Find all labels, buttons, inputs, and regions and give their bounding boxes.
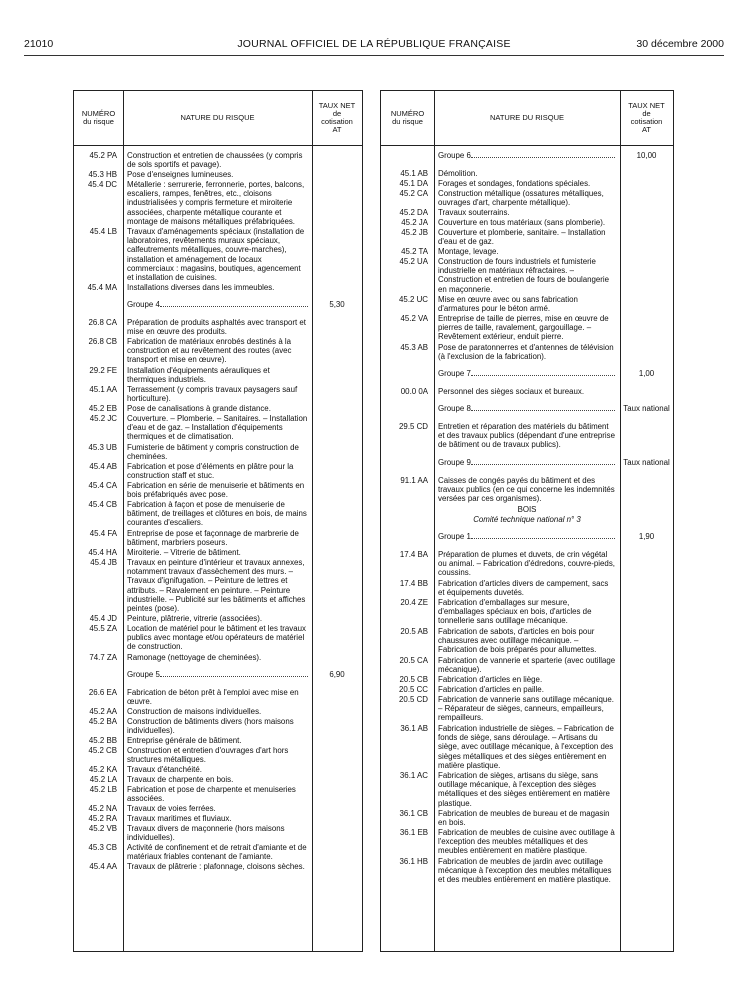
risk-code: 45.2 LB <box>89 785 117 794</box>
risk-description: Installation d'équipements aérauliques et thermiques industriels. <box>127 366 270 385</box>
risk-description: Fabrication de meubles de bureau et de magasin en bois. <box>438 809 610 828</box>
risk-description: Fabrication de sièges, artisans du siège, sans outillage mécanique, à l'exception des sièges métalliques et des sièges entièrement en matière plastique. <box>438 771 610 808</box>
risk-description: Travaux divers de maçonnerie (hors maisons individuelles). <box>127 824 285 843</box>
risk-code: 36.1 AB <box>400 724 428 733</box>
risk-code: 26.8 CB <box>88 337 117 346</box>
risk-description: Activité de confinement et de retrait d'amiante et de matériaux friables contenant de l'amiante. <box>127 843 307 862</box>
cotisation-rate: Taux national <box>623 458 670 467</box>
risk-description: Fabrication de meubles de jardin avec outillage mécanique à l'exception des meubles métalliques et des meubles entièrement en matière plastique. <box>438 857 612 885</box>
risk-description: Fabrication de sabots, d'articles en bois pour chaussures avec outillage mécanique. – Fabrication de bois préparés pour allumettes. <box>438 627 597 655</box>
risk-description: Location de matériel pour le bâtiment et les travaux publics avec montage et/ou opérateurs de matériel de construction. <box>127 624 306 652</box>
risk-code: 45.2 BB <box>88 736 117 745</box>
risk-description: Entretien et réparation des matériels du bâtiment et des travaux publics (dépendant d'une entreprise de bâtiment ou de travaux publics). <box>438 422 615 450</box>
risk-code: 20.5 CA <box>399 656 428 665</box>
risk-code: 20.5 CD <box>399 695 428 704</box>
risk-description: Fumisterie de bâtiment y compris construction de cheminées. <box>127 443 299 462</box>
risk-description: Miroiterie. – Vitrerie de bâtiment. <box>127 548 241 557</box>
leader-dots <box>471 410 616 411</box>
risk-code: 20.5 CB <box>399 675 428 684</box>
risk-description: Mise en œuvre avec ou sans fabrication d'armatures pour le béton armé. <box>438 295 578 314</box>
risk-description: Entreprise générale de bâtiment. <box>127 736 242 745</box>
risk-description: Travaux maritimes et fluviaux. <box>127 814 232 823</box>
risk-description: Fabrication en série de menuiserie et bâtiments en bois préfabriqués avec pose. <box>127 481 305 500</box>
risk-description: Fabrication de béton prêt à l'emploi avec mise en œuvre. <box>127 688 299 707</box>
risk-code: 45.4 HA <box>88 548 117 557</box>
risk-code: 00.0 0A <box>400 387 428 396</box>
risk-code: 45.2 CA <box>399 189 428 198</box>
leader-dots <box>471 464 616 465</box>
cotisation-rate: Taux national <box>623 404 670 413</box>
col-header-nature: NATURE DU RISQUE <box>180 113 255 122</box>
leader-dots <box>160 676 308 677</box>
col-header-code: NUMÉRO du risque <box>81 109 116 126</box>
risk-description: Pose d'enseignes lumineuses. <box>127 170 234 179</box>
risk-description: Travaux en peinture d'intérieur et travaux annexes, notamment travaux d'assèchement des murs. – Travaux d'ignifugation. – Peinture de lettres et attributs. – Ravalement en peinture. – Peinture industrielle. – Publicité sur les bâtiments et affiches peintes (pose). <box>127 558 306 614</box>
risk-code: 45.2 CB <box>88 746 117 755</box>
group-label: Groupe 4 <box>127 300 308 309</box>
col-header-rate: TAUX NET de cotisation AT <box>318 101 356 134</box>
risk-code: 45.2 TA <box>401 247 428 256</box>
risk-description: Travaux d'aménagements spéciaux (installation de laboratoires, revêtements muraux spéciaux, calfeutrements métalliques, couvre-marches), installation et aménagement de locaux commerciaux : magasins, boutiques, agencement et installation de cuisines. <box>127 227 305 283</box>
cotisation-rate: 1,00 <box>638 369 655 378</box>
leader-dots <box>471 157 616 158</box>
group-label: Groupe 5 <box>127 670 308 679</box>
col-header-code: NUMÉRO du risque <box>390 109 425 126</box>
risk-code: 45.2 UC <box>399 295 428 304</box>
risk-code: 45.1 AB <box>400 169 428 178</box>
cotisation-rate: 6,90 <box>329 670 345 679</box>
table-header <box>381 91 673 146</box>
risk-code: 45.2 KA <box>88 765 117 774</box>
risk-description: Fabrication de vannerie sans outillage mécanique. – Réparateur de sièges, canneurs, empailleurs, rempailleurs. <box>438 695 614 723</box>
risk-description: Pose de canalisations à grande distance. <box>127 404 271 413</box>
risk-description: Terrassement (y compris travaux paysagers sauf horticulture). <box>127 385 298 404</box>
risk-code: 45.2 PA <box>89 151 117 160</box>
risk-code: 36.1 AC <box>399 771 428 780</box>
table-body <box>74 151 362 951</box>
risk-code: 26.6 EA <box>88 688 117 697</box>
risk-code: 45.3 CB <box>88 843 117 852</box>
cotisation-rate: 1,90 <box>638 532 655 541</box>
risk-code: 45.1 DA <box>399 179 428 188</box>
group-label: Groupe 8 <box>438 404 616 413</box>
risk-code: 45.2 RA <box>88 814 117 823</box>
risk-code: 20.5 AB <box>400 627 428 636</box>
risk-description: Pose de paratonnerres et d'antennes de télévision (à l'exclusion de la fabrication). <box>438 343 614 362</box>
risk-description: Caisses de congés payés du bâtiment et des travaux publics (en ce qui concerne les indemnités versées par ces organismes). <box>438 476 615 504</box>
risk-description: Préparation de plumes et duvets, de crin végétal ou animal. – Fabrication d'édredons, couvre-pieds, coussins. <box>438 550 615 578</box>
risk-description: Fabrication de vannerie et sparterie (avec outillage mécanique). <box>438 656 616 675</box>
risk-code: 45.2 BA <box>88 717 117 726</box>
risk-code: 45.4 CB <box>88 500 117 509</box>
page-number: 21010 <box>24 38 54 50</box>
risk-code: 17.4 BA <box>399 550 428 559</box>
risk-code: 45.4 JB <box>90 558 117 567</box>
risk-code: 45.2 JC <box>89 414 117 423</box>
risk-code: 29.2 FE <box>89 366 117 375</box>
risk-description: Montage, levage. <box>438 247 499 256</box>
risk-description: Couverture en tous matériaux (sans plomberie). <box>438 218 606 227</box>
col-header-rate: TAUX NET de cotisation AT <box>628 101 665 134</box>
risk-code: 45.2 EB <box>88 404 117 413</box>
risk-description: Métallerie : serrurerie, ferronnerie, portes, balcons, escaliers, rampes, fenêtres, etc., cloisons industrialisées y compris fermeture et miroiterie associées, charpente métallique courante et montage de maisons métalliques préfabriquées. <box>127 180 305 226</box>
risk-description: Fabrication et pose d'éléments en plâtre pour la construction staff et stuc. <box>127 462 294 481</box>
risk-code: 45.4 CA <box>88 481 117 490</box>
risk-code: 74.7 ZA <box>89 653 117 662</box>
risk-description: Fabrication d'articles divers de campement, sacs et équipements duvetés. <box>438 579 609 598</box>
risk-code: 45.2 UA <box>399 257 428 266</box>
page-header <box>24 38 724 54</box>
risk-description: Construction de maisons individuelles. <box>127 707 262 716</box>
risk-description: Comité technique national n° 3 <box>473 515 581 524</box>
risk-code: 45.2 VB <box>88 824 117 833</box>
risk-code: 45.5 ZA <box>89 624 117 633</box>
leader-dots <box>471 375 616 376</box>
risk-description: Couverture et plomberie, sanitaire. – Installation d'eau et de gaz. <box>438 228 606 247</box>
group-label: Groupe 6 <box>438 151 616 160</box>
risk-description: Démolition. <box>438 169 478 178</box>
risk-code: 36.1 EB <box>399 828 428 837</box>
group-label: Groupe 9 <box>438 458 616 467</box>
risk-description: Peinture, plâtrerie, vitrerie (associées). <box>127 614 263 623</box>
risk-description: Construction et entretien d'ouvrages d'art hors structures métalliques. <box>127 746 289 765</box>
risk-description: Construction et entretien de chaussées (y compris de sols sportifs et pavage). <box>127 151 303 170</box>
group-label: Groupe 1 <box>438 532 616 541</box>
risk-description: Travaux souterrains. <box>438 208 510 217</box>
risk-description: Forages et sondages, fondations spéciales. <box>438 179 591 188</box>
risk-code: 45.2 VA <box>400 314 428 323</box>
risk-description: Travaux de voies ferrées. <box>127 804 216 813</box>
risk-description: Fabrication d'articles en paille. <box>438 685 544 694</box>
risk-code: 45.4 FA <box>89 529 117 538</box>
risk-table-right <box>380 90 674 952</box>
risk-code: 36.1 CB <box>399 809 428 818</box>
risk-code: 45.4 AA <box>89 862 117 871</box>
risk-description: Fabrication de matériaux enrobés destinés à la construction et au revêtement des routes (avec transport et mise en œuvre). <box>127 337 292 365</box>
risk-code: 45.2 DA <box>399 208 428 217</box>
risk-description: Ramonage (nettoyage de cheminées). <box>127 653 262 662</box>
header-rule <box>24 55 724 56</box>
risk-description: Installations diverses dans les immeubles. <box>127 283 275 292</box>
cotisation-rate: 5,30 <box>329 300 345 309</box>
cotisation-rate: 10,00 <box>636 151 657 160</box>
risk-description: BOIS <box>517 505 537 514</box>
risk-code: 26.8 CA <box>88 318 117 327</box>
leader-dots <box>160 306 308 307</box>
risk-description: Travaux d'étanchéité. <box>127 765 202 774</box>
risk-description: Entreprise de pose et façonnage de marbrerie de bâtiment, marbriers poseurs. <box>127 529 299 548</box>
risk-code: 20.5 CC <box>399 685 428 694</box>
leader-dots <box>471 538 616 539</box>
table-header <box>74 91 362 146</box>
risk-code: 91.1 AA <box>400 476 428 485</box>
risk-table-left <box>73 90 363 952</box>
risk-description: Fabrication de meubles de cuisine avec outillage à l'exception des meubles métalliques et des meubles entièrement en matière plastique. <box>438 828 615 856</box>
risk-code: 45.4 MA <box>87 283 117 292</box>
risk-code: 36.1 HB <box>399 857 428 866</box>
risk-description: Fabrication et pose de charpente et menuiseries associées. <box>127 785 296 804</box>
risk-code: 29.5 CD <box>399 422 428 431</box>
risk-description: Fabrication d'articles en liège. <box>438 675 543 684</box>
risk-code: 45.4 AB <box>89 462 117 471</box>
risk-code: 45.2 NA <box>88 804 117 813</box>
col-header-nature: NATURE DU RISQUE <box>489 113 565 122</box>
risk-code: 45.2 LA <box>89 775 117 784</box>
risk-description: Fabrication industrielle de sièges. – Fabrication de fonds de siège, sans déroulage. – Artisans du siège, avec outillage mécanique, à l'exception des sièges métalliques et des sièges entièrement en matière plastique. <box>438 724 614 770</box>
risk-description: Fabrication d'emballages sur mesure, d'emballages spéciaux en bois, d'articles de tonnellerie sans outillage mécanique. <box>438 598 592 626</box>
risk-description: Construction de bâtiments divers (hors maisons individuelles). <box>127 717 294 736</box>
risk-code: 45.2 JB <box>401 228 428 237</box>
risk-description: Entreprise de taille de pierres, mise en œuvre de pierres de taille, ravalement, gargouillage. – Revêtement extérieur, enduit pierre. <box>438 314 609 342</box>
risk-description: Personnel des sièges sociaux et bureaux. <box>438 387 585 396</box>
risk-code: 45.4 LB <box>89 227 117 236</box>
risk-description: Préparation de produits asphaltés avec transport et mise en œuvre des produits. <box>127 318 306 337</box>
risk-description: Fabrication à façon et pose de menuiserie de bâtiment, de treillages et clôtures en bois, de mains courantes d'escaliers. <box>127 500 307 528</box>
risk-code: 45.4 JD <box>89 614 117 623</box>
risk-code: 45.3 UB <box>88 443 117 452</box>
risk-description: Couverture. – Plomberie. – Sanitaires. – Installation d'eau et de gaz. – Installation d'équipements thermiques et de climatisation. <box>127 414 308 442</box>
risk-description: Construction métallique (ossatures métalliques, ouvrages d'art, charpente métallique). <box>438 189 604 208</box>
risk-description: Travaux de plâtrerie : plafonnage, cloisons sèches. <box>127 862 305 871</box>
publication-date: 30 décembre 2000 <box>636 38 724 50</box>
risk-code: 45.4 DC <box>88 180 117 189</box>
risk-code: 45.1 AA <box>89 385 117 394</box>
risk-description: Construction de fours industriels et fumisterie industrielle en matériaux réfractaires. – Construction et entretien de fours de boulangerie en maçonnerie. <box>438 257 610 294</box>
group-label: Groupe 7 <box>438 369 616 378</box>
risk-code: 45.3 AB <box>400 343 428 352</box>
risk-code: 20.4 ZE <box>400 598 428 607</box>
risk-description: Travaux de charpente en bois. <box>127 775 234 784</box>
risk-code: 45.2 JA <box>401 218 428 227</box>
risk-code: 45.3 HB <box>88 170 117 179</box>
risk-code: 17.4 BB <box>399 579 428 588</box>
table-body <box>381 151 673 951</box>
risk-code: 45.2 AA <box>89 707 117 716</box>
journal-title: JOURNAL OFFICIEL DE LA RÉPUBLIQUE FRANÇAISE <box>237 38 511 50</box>
